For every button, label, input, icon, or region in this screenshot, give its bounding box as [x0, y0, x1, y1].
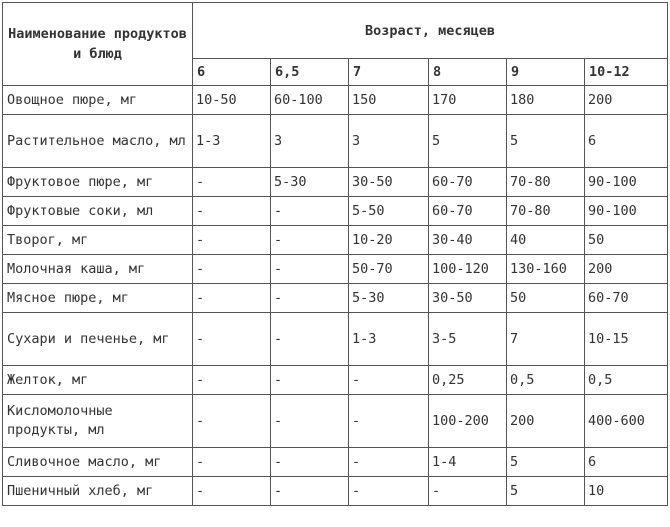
amount-cell: 1-3: [349, 313, 429, 366]
age-header: 6: [193, 59, 271, 86]
amount-cell: -: [193, 448, 271, 477]
amount-cell: 5: [507, 477, 585, 506]
amount-cell: -: [271, 477, 349, 506]
table-row: [3, 313, 668, 366]
amount-cell: 0,5: [507, 366, 585, 395]
amount-cell: 5-50: [349, 197, 429, 226]
amount-cell: 100-120: [429, 255, 507, 284]
amount-cell: 90-100: [585, 197, 668, 226]
table-row: [3, 366, 668, 395]
table-row: [3, 197, 668, 226]
amount-cell: 50-70: [349, 255, 429, 284]
amount-cell: 70-80: [507, 197, 585, 226]
amount-cell: -: [193, 395, 271, 448]
amount-cell: -: [271, 313, 349, 366]
product-name-cell: Желток, мг: [3, 366, 193, 395]
amount-cell: 5: [507, 448, 585, 477]
amount-cell: 200: [585, 255, 668, 284]
table-row: [3, 86, 668, 115]
amount-cell: 60-70: [429, 168, 507, 197]
amount-cell: -: [271, 366, 349, 395]
table-row: [3, 284, 668, 313]
amount-cell: 0,5: [585, 366, 668, 395]
age-header: 8: [429, 59, 507, 86]
amount-cell: -: [271, 255, 349, 284]
product-name-cell: Творог, мг: [3, 226, 193, 255]
amount-cell: 0,25: [429, 366, 507, 395]
amount-cell: 40: [507, 226, 585, 255]
amount-cell: 5: [507, 115, 585, 168]
amount-cell: -: [271, 395, 349, 448]
amount-cell: 50: [507, 284, 585, 313]
age-header: 6,5: [271, 59, 349, 86]
age-header: 10-12: [585, 59, 668, 86]
amount-cell: -: [271, 284, 349, 313]
amount-cell: -: [349, 477, 429, 506]
amount-cell: 7: [507, 313, 585, 366]
product-name-cell: Фруктовое пюре, мг: [3, 168, 193, 197]
amount-cell: 10-20: [349, 226, 429, 255]
table-row: [3, 477, 668, 506]
amount-cell: 10-50: [193, 86, 271, 115]
amount-cell: -: [193, 366, 271, 395]
amount-cell: -: [193, 226, 271, 255]
product-name-cell: Кисломолочные продукты, мл: [3, 395, 193, 448]
amount-cell: 30-50: [429, 284, 507, 313]
amount-cell: -: [349, 395, 429, 448]
product-name-cell: Мясное пюре, мг: [3, 284, 193, 313]
product-name-cell: Сухари и печенье, мг: [3, 313, 193, 366]
table-row: [3, 395, 668, 448]
table-row: [3, 115, 668, 168]
amount-cell: 5: [429, 115, 507, 168]
amount-cell: -: [349, 366, 429, 395]
amount-cell: -: [271, 448, 349, 477]
product-name-cell: Пшеничный хлеб, мг: [3, 477, 193, 506]
product-name-cell: Фруктовые соки, мл: [3, 197, 193, 226]
amount-cell: -: [349, 448, 429, 477]
table-row: [3, 226, 668, 255]
amount-cell: -: [193, 197, 271, 226]
amount-cell: 10-15: [585, 313, 668, 366]
table-row: [3, 255, 668, 284]
age-header: 7: [349, 59, 429, 86]
amount-cell: 6: [585, 115, 668, 168]
amount-cell: -: [429, 477, 507, 506]
product-name-cell: Растительное масло, мл: [3, 115, 193, 168]
product-name-cell: Сливочное масло, мг: [3, 448, 193, 477]
amount-cell: 1-3: [193, 115, 271, 168]
amount-cell: 30-40: [429, 226, 507, 255]
amount-cell: -: [271, 226, 349, 255]
header-row: [3, 3, 668, 59]
table-row: [3, 448, 668, 477]
amount-cell: 100-200: [429, 395, 507, 448]
amount-cell: 150: [349, 86, 429, 115]
amount-cell: 200: [585, 86, 668, 115]
feeding-table: [2, 2, 668, 506]
amount-cell: 70-80: [507, 168, 585, 197]
amount-cell: 180: [507, 86, 585, 115]
amount-cell: -: [193, 168, 271, 197]
amount-cell: 1-4: [429, 448, 507, 477]
amount-cell: 130-160: [507, 255, 585, 284]
amount-cell: 5-30: [349, 284, 429, 313]
table-row: [3, 168, 668, 197]
amount-cell: 3: [349, 115, 429, 168]
amount-cell: 30-50: [349, 168, 429, 197]
amount-cell: 10: [585, 477, 668, 506]
amount-cell: -: [193, 313, 271, 366]
amount-cell: -: [193, 477, 271, 506]
amount-cell: 60-70: [585, 284, 668, 313]
amount-cell: 400-600: [585, 395, 668, 448]
amount-cell: 50: [585, 226, 668, 255]
amount-cell: 3: [271, 115, 349, 168]
amount-cell: 3-5: [429, 313, 507, 366]
amount-cell: -: [193, 284, 271, 313]
amount-cell: 60-70: [429, 197, 507, 226]
name-column-header: Наименование продуктов и блюд: [3, 3, 193, 86]
product-name-cell: Овощное пюре, мг: [3, 86, 193, 115]
age-header: 9: [507, 59, 585, 86]
amount-cell: -: [193, 255, 271, 284]
amount-cell: 90-100: [585, 168, 668, 197]
amount-cell: 5-30: [271, 168, 349, 197]
amount-cell: 200: [507, 395, 585, 448]
age-group-header: Возраст, месяцев: [193, 3, 668, 59]
amount-cell: -: [271, 197, 349, 226]
amount-cell: 6: [585, 448, 668, 477]
amount-cell: 170: [429, 86, 507, 115]
product-name-cell: Молочная каша, мг: [3, 255, 193, 284]
amount-cell: 60-100: [271, 86, 349, 115]
table-body: [3, 86, 668, 506]
